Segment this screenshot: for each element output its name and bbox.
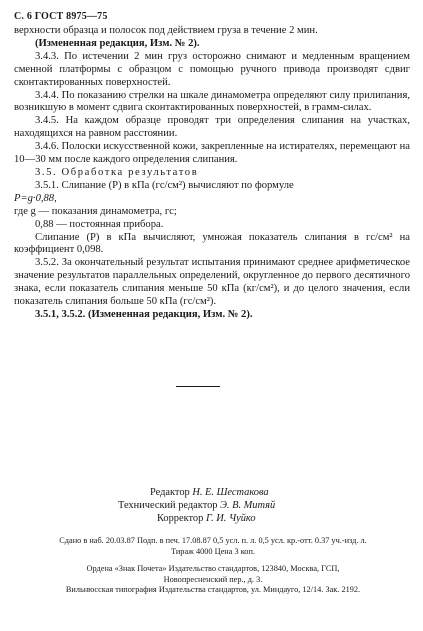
tech-editor-line <box>118 500 275 513</box>
paragraph-continuation: верхности образца и полосок под действием груза в течение 2 мин. <box>14 25 318 36</box>
clause-3-4-4: 3.4.4. По показанию стрелки на шкале динамометра определяют силу прилипания, возникшую в момент сдвига сконтактированных поверхностей, в грамм-силах. <box>14 89 410 114</box>
proofreader-name: Г. И. Чуйко <box>205 513 256 524</box>
imprint-publisher-address: Новопресненский пер., д. 3. <box>163 574 263 584</box>
tech-editor-role: Технический редактор <box>118 500 218 511</box>
page-header: С. 6 ГОСТ 8975—75 <box>14 11 108 22</box>
editor-line <box>150 487 269 500</box>
document-body <box>14 25 410 322</box>
clause-3-5-1: 3.5.1. Слипание (P) в кПа (гс/см²) вычисляют по формуле <box>35 179 294 191</box>
formula-where-g: где g — показания динамометра, гс; <box>14 205 177 217</box>
section-3-5-heading: 3.5. Обработка результатов <box>35 166 199 178</box>
formula-where-constant: 0,88 — постоянная прибора. <box>35 218 164 230</box>
imprint-printer: Вильнюсская типография Издательства стандартов, ул. Миндауго, 12/14. Зак. 2192. <box>65 585 361 595</box>
clause-3-4-5: 3.4.5. На каждом образце проводят три определения слипания на участках, находящихся на равном расстоянии. <box>14 115 410 140</box>
conversion-note: Слипание (P) в кПа вычисляют, умножая показатель слипания в гс/см² на коэффициент 0,098. <box>14 231 410 256</box>
clause-3-5-2: 3.5.2. За окончательный результат испытания принимают среднее арифметическое значение результатов параллельных определений, округленное до первого десятичного знака, если показатель слипания меньше 50 кПа (кг/см²), и до целого значения, если показатель слипания больше 50 кПа (гс/см²). <box>14 257 410 308</box>
clause-3-4-3: 3.4.3. По истечении 2 мин груз осторожно снимают и медленным вращением сменной платформы с образцом с помощью ручного привода производят сдвиг сконтактированных поверхностей. <box>14 50 410 88</box>
proofreader-line <box>157 513 256 526</box>
imprint-print-details: Сдано в наб. 20.03.87 Подп. в печ. 17.08.87 0,5 усл. п. л. 0,5 усл. кр.-отт. 0.37 уч.-изд. л. <box>59 536 367 545</box>
editor-name: Н. Е. Шестакова <box>192 487 269 498</box>
amendment-note-2: 3.5.1, 3.5.2. (Измененная редакция, Изм. № 2). <box>35 308 253 320</box>
tech-editor-name: Э. В. Митяй <box>220 500 276 511</box>
clause-3-4-6: 3.4.6. Полоски искусственной кожи, закрепленные на истирателях, перемещают на 10—30 мм после каждого определения слипания. <box>14 141 410 166</box>
imprint-block <box>18 536 408 596</box>
editor-role: Редактор <box>150 487 190 498</box>
amendment-note: (Измененная редакция, Изм. № 2). <box>35 37 200 49</box>
proofreader-role: Корректор <box>157 513 204 524</box>
formula: P=g·0,88, <box>14 192 57 204</box>
divider-line <box>176 386 220 387</box>
imprint-publisher: Ордена «Знак Почета» Издательство стандартов, 123840, Москва, ГСП, <box>86 564 340 574</box>
imprint-circulation: Тираж 4000 Цена 3 коп. <box>171 546 255 556</box>
